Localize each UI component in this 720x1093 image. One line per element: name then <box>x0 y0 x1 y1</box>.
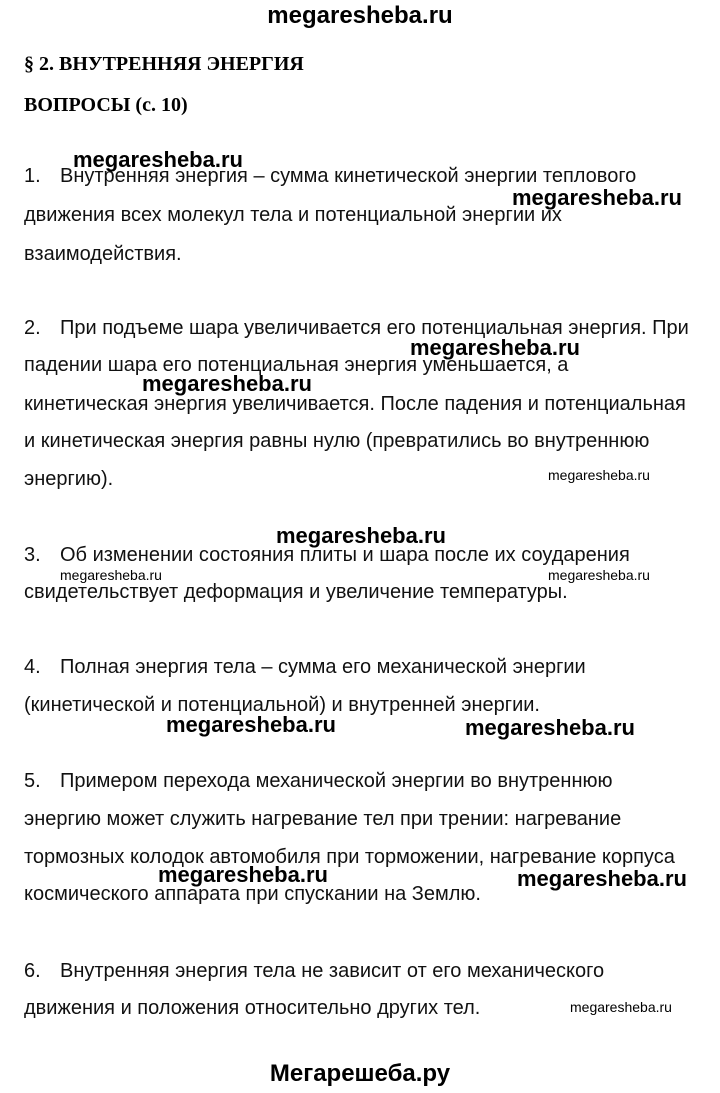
answer-line: взаимодействия. <box>24 243 182 265</box>
watermark: megaresheba.ru <box>517 866 687 891</box>
answer-line: движения и положения относительно других тел. <box>24 997 481 1019</box>
answer-line: движения всех молекул тела и потенциальной энергии их <box>24 204 562 226</box>
answer-number: 1. <box>24 165 41 187</box>
watermark: megaresheba.ru <box>60 567 162 583</box>
answer-line: (кинетической и потенциальной) и внутренней энергии. <box>24 694 540 716</box>
answer-text: Примером перехода механической энергии во внутреннюю <box>60 770 613 792</box>
answer-number: 6. <box>24 960 41 982</box>
answer-line: космического аппарата при спускании на Землю. <box>24 883 481 905</box>
answer-text: Внутренняя энергия – сумма кинетической энергии теплового <box>60 165 637 187</box>
watermark: megaresheba.ru <box>548 467 650 483</box>
answer-line: свидетельствует деформация и увеличение температуры. <box>24 581 568 603</box>
watermark: megaresheba.ru <box>465 715 635 740</box>
watermark: megaresheba.ru <box>142 371 312 396</box>
watermark: megaresheba.ru <box>276 523 446 548</box>
site-header: megaresheba.ru <box>267 2 453 29</box>
answer-line: кинетическая энергия увеличивается. После падения и потенциальная <box>24 393 686 415</box>
answer-line: падении шара его потенциальная энергия уменьшается, а <box>24 354 569 376</box>
site-footer: Мегарешеба.ру <box>269 1060 451 1087</box>
answer-text: При подъеме шара увеличивается его потенциальная энергия. При <box>60 317 689 339</box>
answer-line: тормозных колодок автомобиля при торможении, нагревание корпуса <box>24 846 675 868</box>
answer-line: и кинетическая энергия равны нулю (превратились во внутреннюю <box>24 430 650 452</box>
answer-line <box>24 959 604 983</box>
answer-line <box>24 316 689 340</box>
answer-number: 4. <box>24 656 41 678</box>
answer-number: 3. <box>24 544 41 566</box>
answer-text: Внутренняя энергия тела не зависит от его механического <box>60 960 605 982</box>
watermark: megaresheba.ru <box>166 712 336 737</box>
answer-line <box>24 655 586 679</box>
watermark: megaresheba.ru <box>570 999 672 1015</box>
answer-line <box>24 769 613 793</box>
watermark: megaresheba.ru <box>410 335 580 360</box>
section-title: § 2. ВНУТРЕННЯЯ ЭНЕРГИЯ <box>24 53 304 75</box>
watermark: megaresheba.ru <box>73 147 243 172</box>
answer-line: энергию может служить нагревание тел при трении: нагревание <box>24 808 622 830</box>
answer-number: 5. <box>24 770 41 792</box>
answer-text: Об изменении состояния плиты и шара после их соударения <box>60 544 630 566</box>
watermark: megaresheba.ru <box>512 185 682 210</box>
answer-number: 2. <box>24 317 41 339</box>
answer-line: энергию). <box>24 468 114 490</box>
watermark: megaresheba.ru <box>158 862 328 887</box>
watermark: megaresheba.ru <box>548 567 650 583</box>
questions-title: ВОПРОСЫ (с. 10) <box>24 94 188 116</box>
answer-text: Полная энергия тела – сумма его механической энергии <box>60 656 586 678</box>
